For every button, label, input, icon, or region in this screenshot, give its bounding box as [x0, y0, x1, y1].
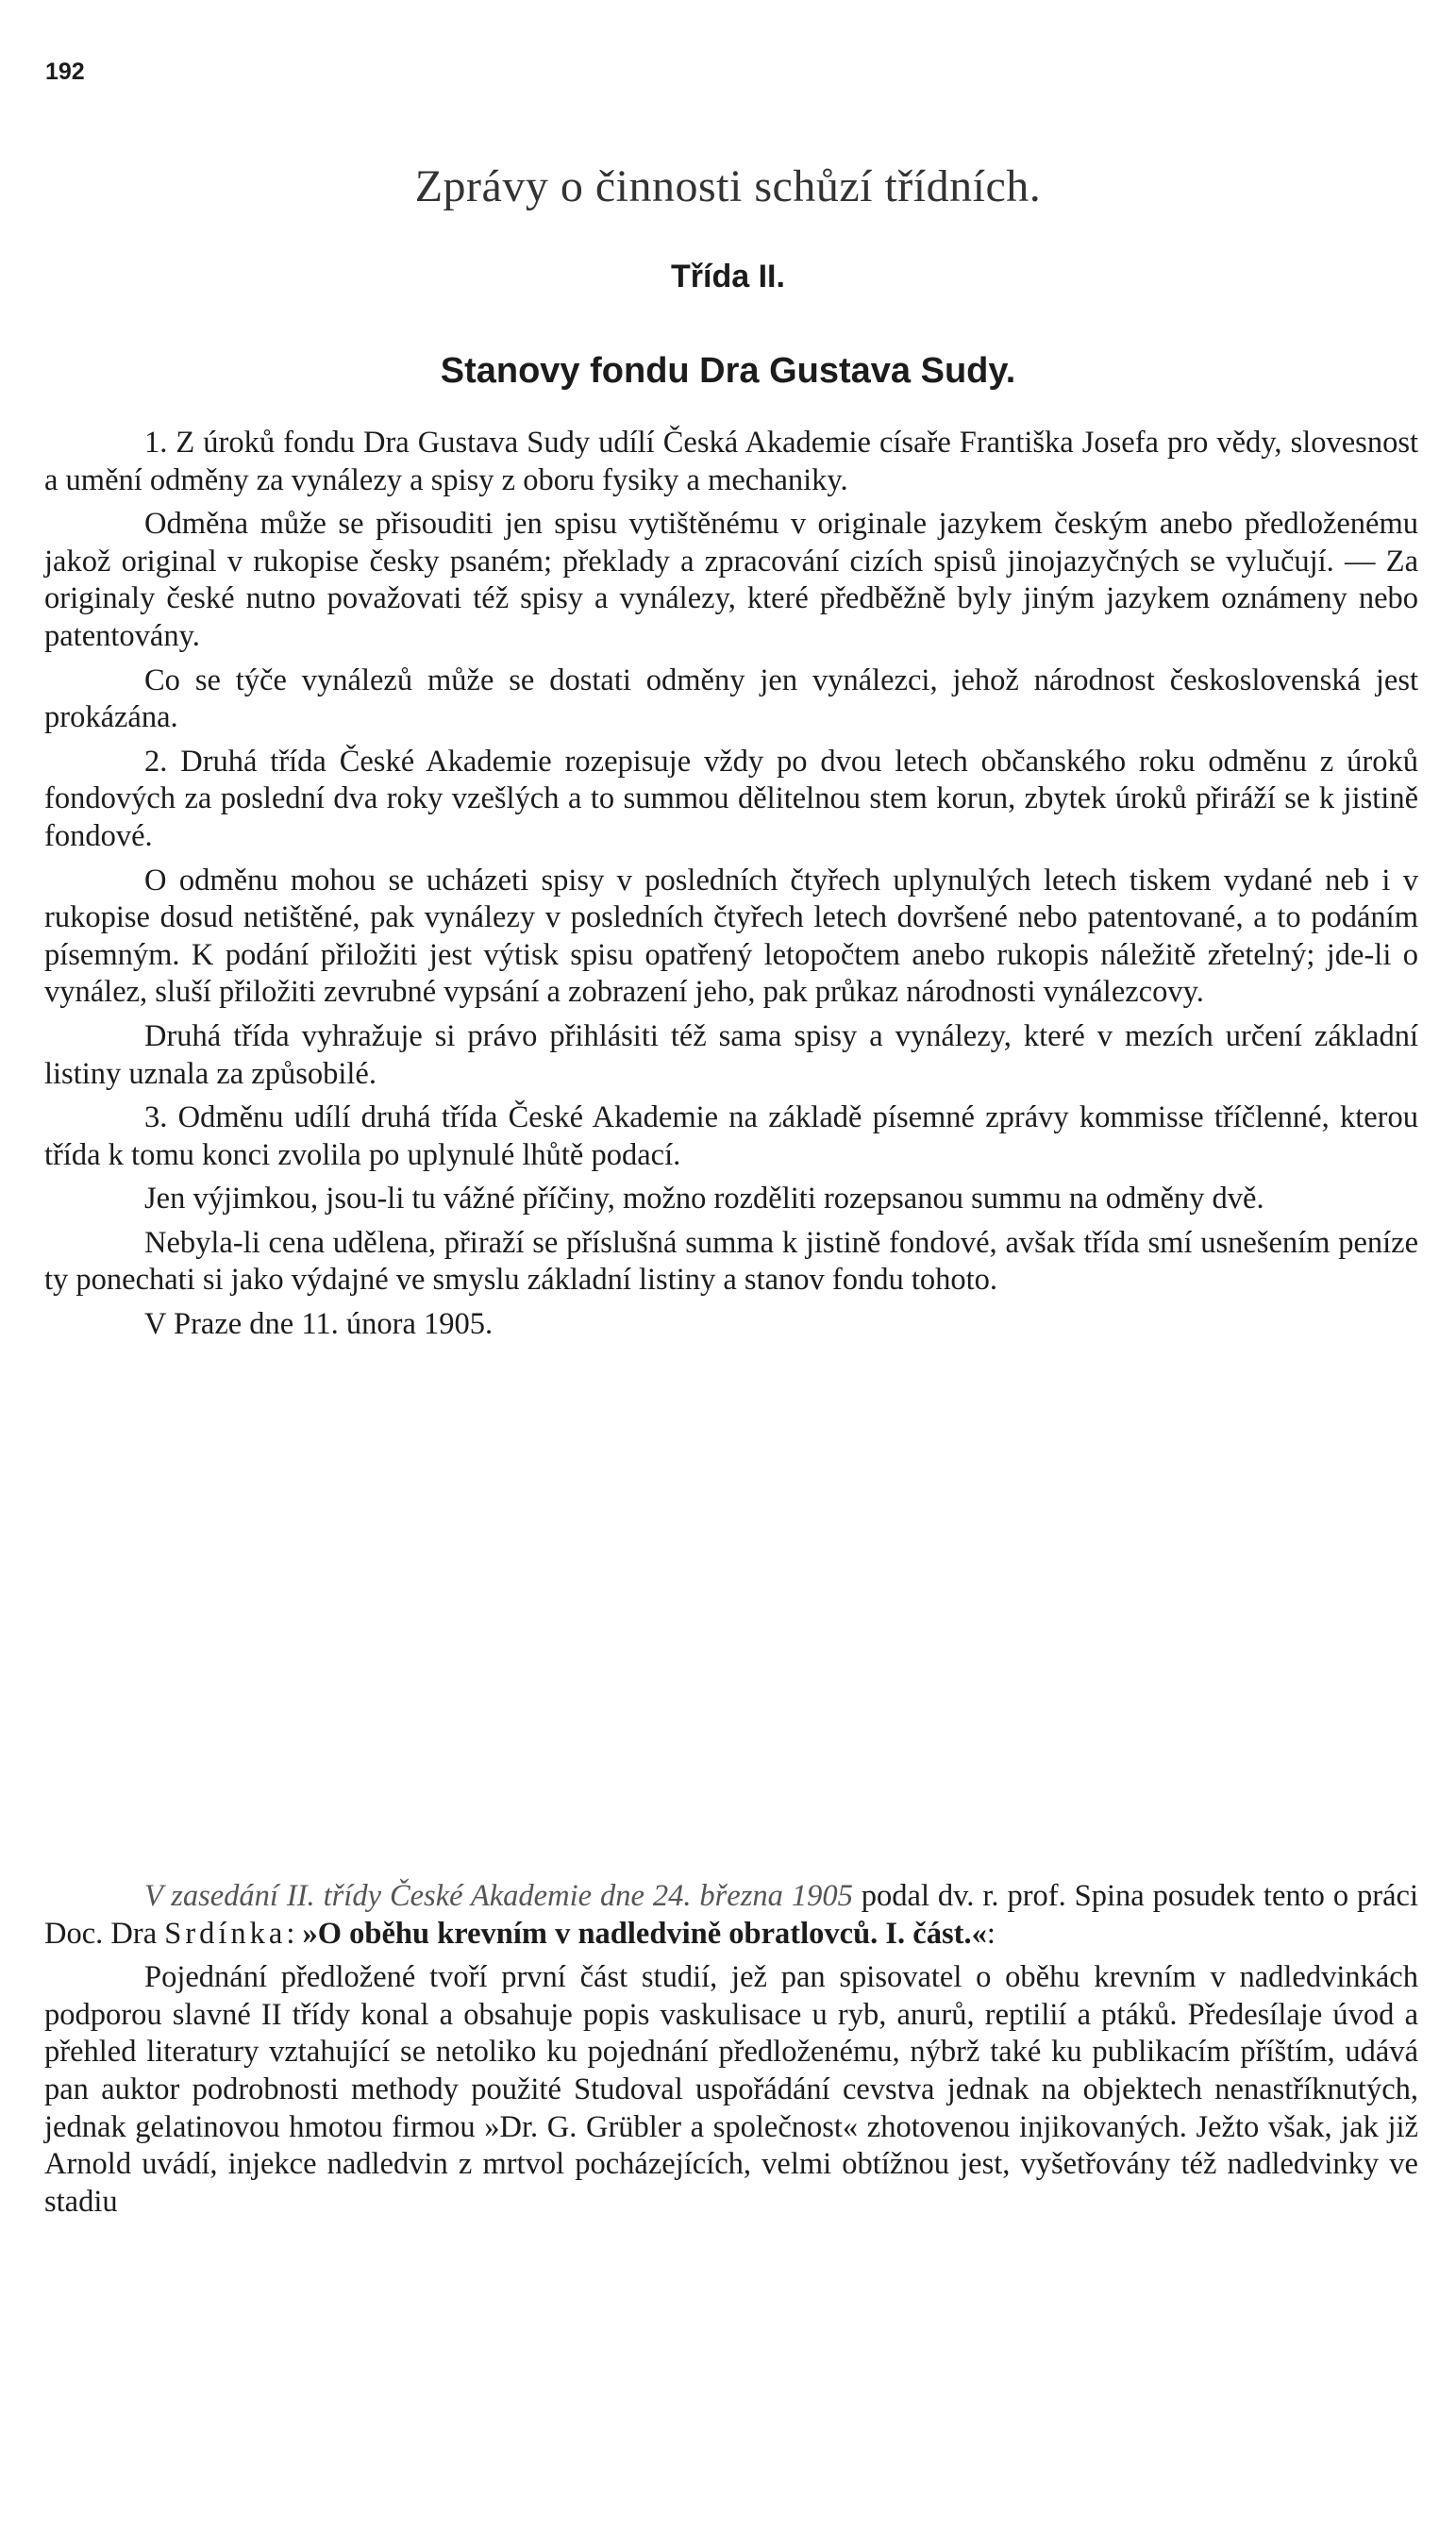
session-reference: V zasedání II. třídy České Akademie dne 24. března 1905: [144, 1879, 853, 1913]
paragraph: Odměna může se přisouditi jen spisu vytištěnému v originale jazykem českým anebo předloženému jakož original v rukopise česky psaném; překlady a zpracování cizích spisů jinojazyčných se vylučují. — Za originaly české nutno považovati též spisy a vynálezy, které předběžně byly jiným jazykem oznámeny nebo patentovány.: [44, 507, 1418, 653]
author-name: Srdínka: [164, 1916, 287, 1951]
report-lead-end: :: [986, 1916, 996, 1951]
report-lead-separator: :: [286, 1916, 303, 1951]
paragraph: Nebyla-li cena udělena, přiraží se příslušná summa k jistině fondové, avšak třída smí usnešením peníze ty ponechati si jako výdajné ve smyslu základní listiny a stanov fondu tohoto.: [44, 1225, 1418, 1298]
page-number: 192: [45, 59, 85, 85]
paragraph: Druhá třída vyhražuje si právo přihlásiti též sama spisy a vynálezy, které v mezích určení základní listiny uznala za způsobilé.: [44, 1018, 1418, 1091]
paragraph: O odměnu mohou se ucházeti spisy v posledních čtyřech uplynulých letech tiskem vydané neb i v rukopise dosud netištěné, pak vynálezy v posledních čtyřech letech dovršené nebo patentované, a to podáním písemným. K podání přiložiti jest výtisk spisu opatřený letopočtem anebo rukopis náležitě zřetelný; jde-li o vynález, sluší přiložiti zevrubné vypsání a zobrazení jeho, pak průkaz národnosti vynálezcovy.: [44, 863, 1418, 1010]
report-lead-text: podal dv. r. prof. Spina posudek tento o práci Doc. Dra: [44, 1879, 1418, 1951]
report-paragraph: Pojednání předložené tvoří první část studií, jež pan spisovatel o oběhu krevním v nadledvinkách podporou slavné II třídy konal a obsahuje popis vaskulisace u ryb, anurů, reptilií a ptáků. Předesílaje úvod a přehled literatury vztahující se netoliko ku pojednání předloženému, nýbrž také ku publikacím příštím, udává pan auktor podrobnosti methody použité Studoval uspořádání cevstva jednak na objektech nenastříknutých, jednak gelatinovou hmotou firmou »Dr. G. Grübler a společnost« zhotovenou injikovaných. Ježto však, jak již Arnold uvádí, injekce nadledvin z mrtvol pocházejících, velmi obtížnou jest, vyšetřovány též nadledvinky ve stadiu: [44, 1960, 1418, 2219]
paragraph: 1. Z úroků fondu Dra Gustava Sudy udílí Česká Akademie císaře Františka Josefa pro vědy, slovesnost a umění odměny za vynálezy a spisy z oboru fysiky a mechaniky.: [44, 426, 1418, 497]
paragraph: Jen výjimkou, jsou-li tu vážné příčiny, možno rozděliti rozepsanou summu na odměny dvě.: [144, 1182, 1264, 1216]
statute-body: [44, 425, 1418, 1344]
article-title: Stanovy fondu Dra Gustava Sudy.: [440, 351, 1016, 391]
report-lead: [44, 1878, 1418, 1953]
section-title: Třída II.: [671, 259, 785, 294]
paragraph: 3. Odměnu udílí druhá třída České Akademie na základě písemné zprávy kommisse tříčlenné, kterou třída k tomu konci zvolila po uplynulé lhůtě podací.: [44, 1100, 1418, 1172]
date-line: V Praze dne 11. února 1905.: [144, 1307, 494, 1342]
review-report: [44, 1878, 1418, 2227]
paragraph: Co se týče vynálezů může se dostati odměny jen vynálezci, jehož národnost československá jest prokázána.: [44, 663, 1418, 735]
work-title: »O oběhu krevním v nadledvině obratlovců. I. část.«: [302, 1916, 987, 1951]
paragraph: 2. Druhá třída České Akademie rozepisuje vždy po dvou letech občanského roku odměnu z úroků fondových za poslední dva roky vzešlých a to summou dělitelnou stem korun, zbytek úroků přiráží se k jistině fondové.: [44, 744, 1418, 853]
running-header-title: Zprávy o činnosti schůzí třídních.: [414, 161, 1042, 211]
